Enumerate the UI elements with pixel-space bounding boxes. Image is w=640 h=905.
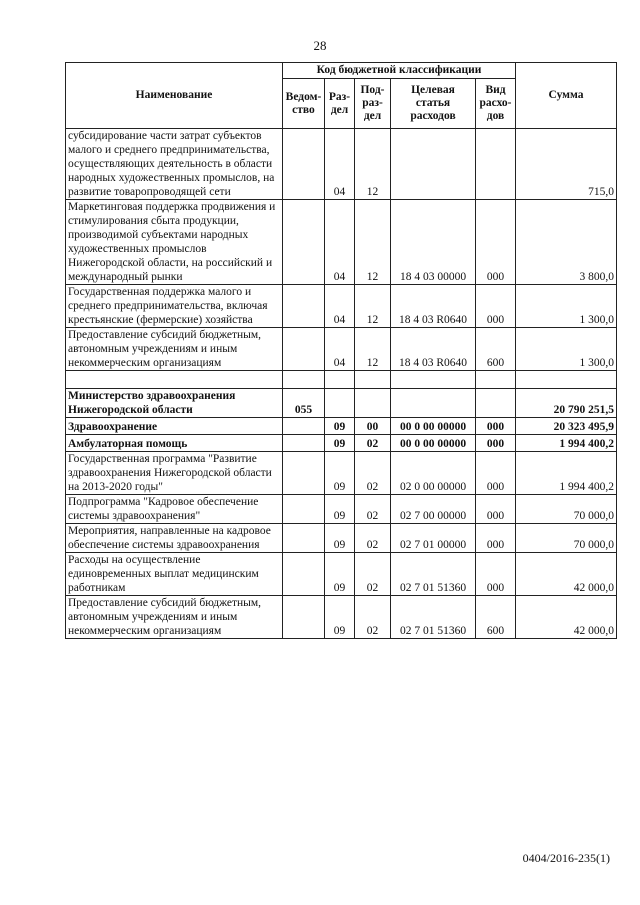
row-target: 02 0 00 00000 [391, 452, 476, 495]
row-kind: 000 [476, 495, 516, 524]
document-code: 0404/2016-235(1) [522, 851, 610, 865]
header-name: Наименование [66, 63, 283, 129]
table-row [66, 553, 617, 596]
table-row [66, 452, 617, 495]
row-dept [283, 328, 325, 371]
row-name: Государственная поддержка малого и среднего предпринимательства, включая крестьянские (фермерские) хозяйства [66, 285, 283, 328]
row-kind: 000 [476, 285, 516, 328]
row-kind: 000 [476, 553, 516, 596]
table-row [66, 328, 617, 371]
row-sum: 20 790 251,5 [516, 389, 617, 418]
row-subsection: 12 [355, 129, 391, 200]
row-kind: 000 [476, 200, 516, 285]
row-section: 04 [325, 328, 355, 371]
row-name: Расходы на осуществление единовременных выплат медицинским работникам [66, 553, 283, 596]
table-row [66, 524, 617, 553]
row-subsection [355, 371, 391, 389]
row-kind [476, 129, 516, 200]
row-kind [476, 389, 516, 418]
row-sum: 70 000,0 [516, 495, 617, 524]
row-dept [283, 285, 325, 328]
row-target: 18 4 03 R0640 [391, 328, 476, 371]
table-body [66, 129, 617, 639]
row-kind: 000 [476, 452, 516, 495]
row-section: 09 [325, 495, 355, 524]
row-section: 09 [325, 418, 355, 435]
row-kind: 600 [476, 328, 516, 371]
row-kind: 000 [476, 435, 516, 452]
row-subsection: 12 [355, 285, 391, 328]
row-subsection: 02 [355, 435, 391, 452]
row-section: 09 [325, 596, 355, 639]
row-section [325, 389, 355, 418]
row-kind: 600 [476, 596, 516, 639]
row-sum: 20 323 495,9 [516, 418, 617, 435]
row-section: 04 [325, 285, 355, 328]
row-dept [283, 524, 325, 553]
row-name: Подпрограмма "Кадровое обеспечение системы здравоохранения" [66, 495, 283, 524]
header-classification-group: Код бюджетной классификации [283, 63, 516, 79]
row-dept [283, 200, 325, 285]
row-section: 04 [325, 200, 355, 285]
row-sum: 1 300,0 [516, 328, 617, 371]
row-sum: 42 000,0 [516, 596, 617, 639]
row-sum: 715,0 [516, 129, 617, 200]
row-target: 02 7 00 00000 [391, 495, 476, 524]
row-section: 09 [325, 524, 355, 553]
row-dept [283, 596, 325, 639]
header-target: Целевая статья расходов [391, 79, 476, 129]
row-subsection: 02 [355, 495, 391, 524]
row-section: 09 [325, 553, 355, 596]
row-section [325, 371, 355, 389]
row-target: 02 7 01 00000 [391, 524, 476, 553]
table-row [66, 389, 617, 418]
table-row [66, 129, 617, 200]
table-row [66, 495, 617, 524]
row-name: Амбулаторная помощь [66, 435, 283, 452]
row-target: 02 7 01 51360 [391, 596, 476, 639]
row-kind [476, 371, 516, 389]
row-sum: 3 800,0 [516, 200, 617, 285]
row-target: 02 7 01 51360 [391, 553, 476, 596]
row-name: Министерство здравоохранения Нижегородской области [66, 389, 283, 418]
row-dept: 055 [283, 389, 325, 418]
row-dept [283, 495, 325, 524]
row-sum: 42 000,0 [516, 553, 617, 596]
header-subsection: Под-раз-дел [355, 79, 391, 129]
table-row [66, 285, 617, 328]
row-subsection [355, 389, 391, 418]
table-row [66, 418, 617, 435]
row-sum: 1 300,0 [516, 285, 617, 328]
row-subsection: 00 [355, 418, 391, 435]
row-target [391, 129, 476, 200]
row-dept [283, 553, 325, 596]
row-name: Государственная программа "Развитие здравоохранения Нижегородской области на 2013-2020 годы" [66, 452, 283, 495]
row-section: 09 [325, 435, 355, 452]
row-sum [516, 371, 617, 389]
table-row [66, 596, 617, 639]
row-sum: 1 994 400,2 [516, 435, 617, 452]
header-sum: Сумма [516, 63, 617, 129]
table-row [66, 371, 617, 389]
row-dept [283, 435, 325, 452]
row-target: 00 0 00 00000 [391, 435, 476, 452]
header-dept: Ведом-ство [283, 79, 325, 129]
header-section: Раз-дел [325, 79, 355, 129]
row-target [391, 389, 476, 418]
row-subsection: 02 [355, 524, 391, 553]
row-dept [283, 418, 325, 435]
row-name: Мероприятия, направленные на кадровое обеспечение системы здравоохранения [66, 524, 283, 553]
page-number: 28 [313, 38, 327, 53]
budget-table [65, 62, 617, 639]
row-subsection: 12 [355, 200, 391, 285]
table-row [66, 200, 617, 285]
row-dept [283, 452, 325, 495]
row-target [391, 371, 476, 389]
row-subsection: 02 [355, 596, 391, 639]
row-kind: 000 [476, 418, 516, 435]
row-name: субсидирование части затрат субъектов малого и среднего предпринимательства, осуществляющих деятельность в области народных художественных промыслов, на развитие товаропроводящей сети [66, 129, 283, 200]
row-name: Предоставление субсидий бюджетным, автономным учреждениям и иным некоммерческим организациям [66, 596, 283, 639]
row-sum: 1 994 400,2 [516, 452, 617, 495]
row-subsection: 02 [355, 452, 391, 495]
table-row [66, 435, 617, 452]
row-subsection: 12 [355, 328, 391, 371]
row-target: 18 4 03 00000 [391, 200, 476, 285]
header-kind: Вид расхо-дов [476, 79, 516, 129]
row-name: Маркетинговая поддержка продвижения и стимулирования сбыта продукции, производимой субъектами народных художественных промыслов Нижегородской области, на российский и международный рынки [66, 200, 283, 285]
row-dept [283, 129, 325, 200]
row-name [66, 371, 283, 389]
row-target: 00 0 00 00000 [391, 418, 476, 435]
row-target: 18 4 03 R0640 [391, 285, 476, 328]
row-name: Предоставление субсидий бюджетным, автономным учреждениям и иным некоммерческим организациям [66, 328, 283, 371]
row-name: Здравоохранение [66, 418, 283, 435]
row-section: 04 [325, 129, 355, 200]
row-subsection: 02 [355, 553, 391, 596]
row-dept [283, 371, 325, 389]
row-section: 09 [325, 452, 355, 495]
row-sum: 70 000,0 [516, 524, 617, 553]
row-kind: 000 [476, 524, 516, 553]
